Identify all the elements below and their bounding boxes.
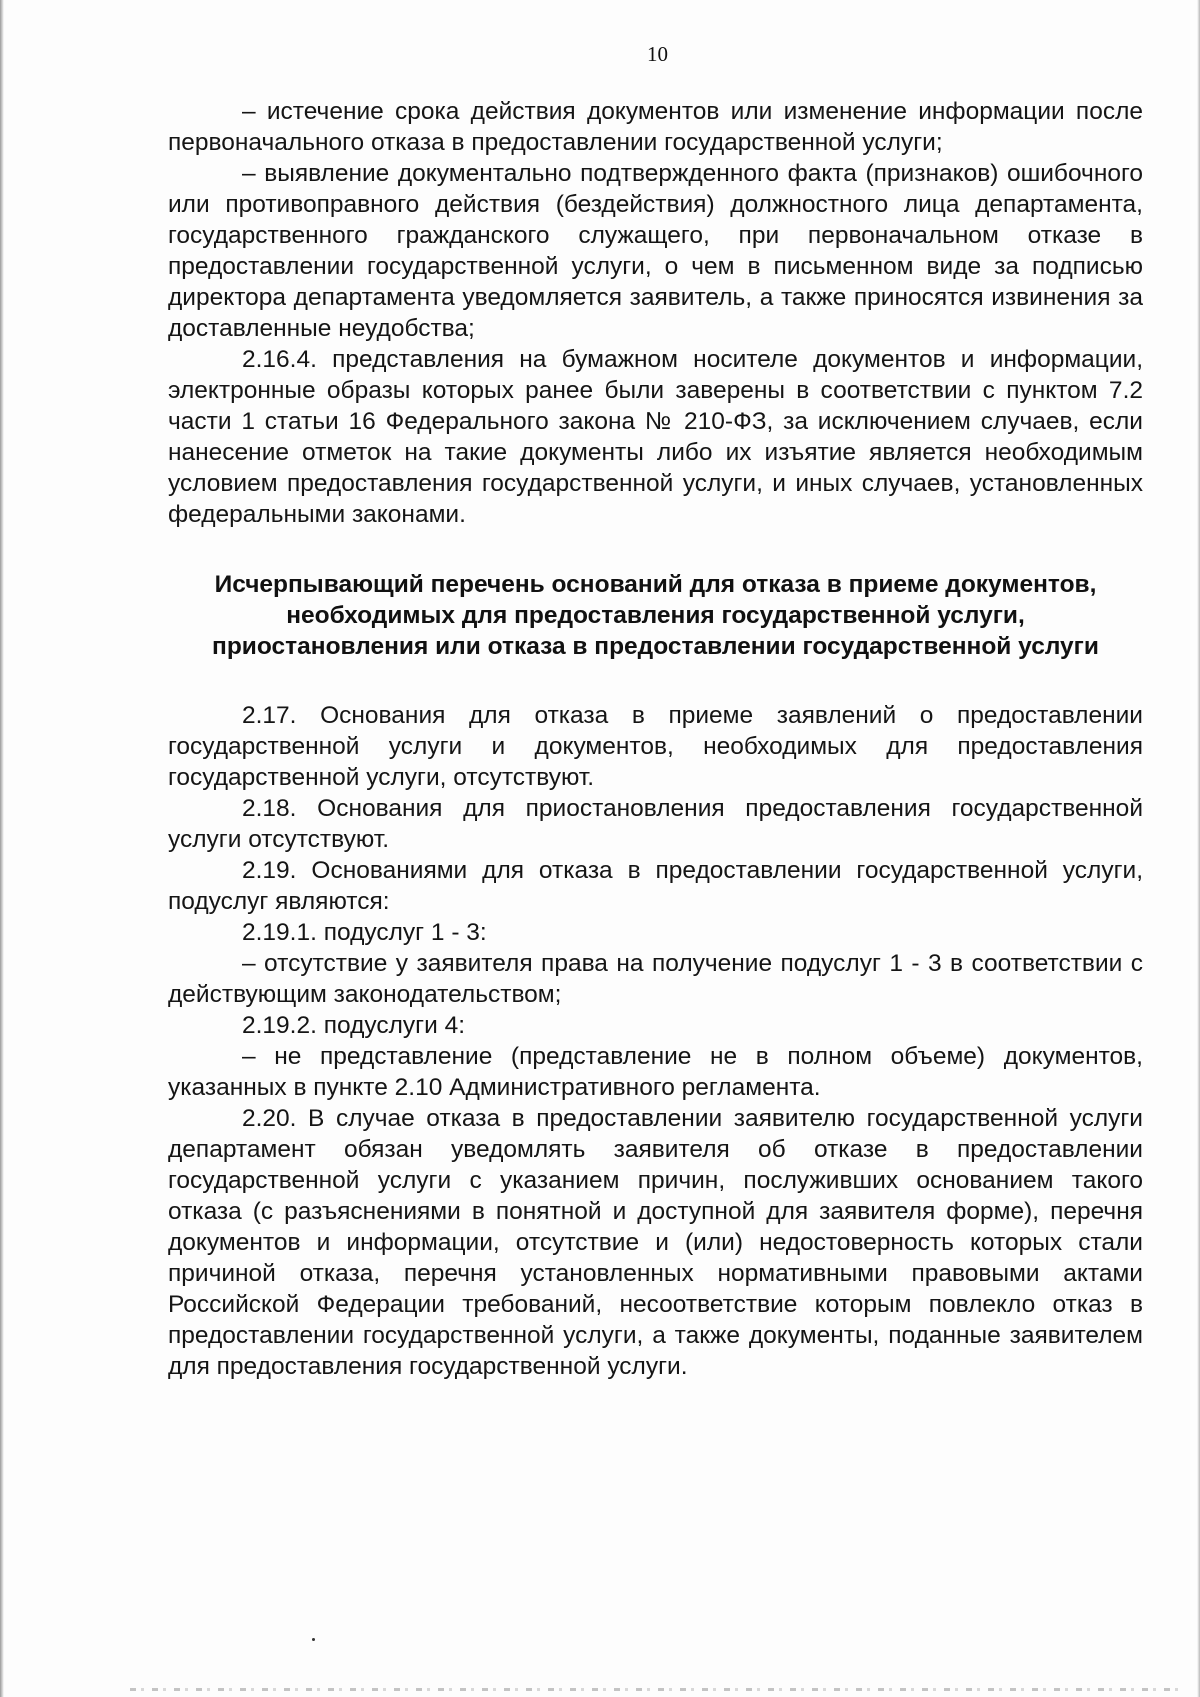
section-heading: Исчерпывающий перечень оснований для отказа в приеме документов, необходимых для предоставления государственной услуги, приостановления или отказа в предоставлении государственной услуги: [212, 571, 1099, 660]
paragraph-2-17: 2.17. Основания для отказа в приеме заявлений о предоставлении государственной услуги и документов, необходимых для предоставления государственной услуги, отсутствуют.: [168, 702, 1143, 791]
document-body: [168, 96, 1143, 1382]
paragraph-expiry: – истечение срока действия документов или изменение информации после первоначального отказа в предоставлении государственной услуги;: [168, 98, 1143, 156]
scan-speck: [312, 1638, 315, 1641]
paragraph-2-19-1: 2.19.1. подуслуг 1 - 3:: [242, 919, 487, 946]
paragraph-2-16-4: 2.16.4. представления на бумажном носителе документов и информации, электронные образы которых ранее были заверены в соответствии с пунктом 7.2 части 1 статьи 16 Федерального закона № 210-ФЗ, за исключением случаев, если нанесение отметок на такие документы либо их изъятие является необходимым условием предоставления государственной услуги, и иных случаев, установленных федеральными законами.: [168, 346, 1143, 528]
scan-bottom-noise: [130, 1688, 1180, 1691]
paragraph-2-18: 2.18. Основания для приостановления предоставления государственной услуги отсутствуют.: [168, 795, 1143, 853]
paragraph-2-20: 2.20. В случае отказа в предоставлении заявителю государственной услуги департамент обязан уведомлять заявителя об отказе в предоставлении государственной услуги с указанием причин, послуживших основанием такого отказа (с разъяснениями в понятной и доступной для заявителя форме), перечня документов и информации, отсутствие и (или) недостоверность которых стали причиной отказа, перечня установленных нормативными правовыми актами Российской Федерации требований, несоответствие которым повлекло отказ в предоставлении государственной услуги, а также документы, поданные заявителем для предоставления государственной услуги.: [168, 1105, 1143, 1380]
paragraph-2-19-2: 2.19.2. подуслуги 4:: [242, 1012, 466, 1039]
paragraph-2-19-1-item: – отсутствие у заявителя права на получение подуслуг 1 - 3 в соответствии с действующим законодательством;: [168, 950, 1143, 1008]
paragraph-2-19: 2.19. Основаниями для отказа в предоставлении государственной услуги, подуслуг являются:: [168, 857, 1143, 915]
page-number: 10: [647, 42, 668, 66]
paragraph-2-19-2-item: – не представление (представление не в полном объеме) документов, указанных в пункте 2.10 Административного регламента.: [168, 1043, 1143, 1101]
paragraph-error-detection: – выявление документально подтвержденного факта (признаков) ошибочного или противоправного действия (бездействия) должностного лица департамента, государственного гражданского служащего, при первоначальном отказе в предоставлении государственной услуги, о чем в письменном виде за подписью директора департамента уведомляется заявитель, а также приносятся извинения за доставленные неудобства;: [168, 160, 1143, 342]
scan-left-edge: [0, 0, 4, 1697]
